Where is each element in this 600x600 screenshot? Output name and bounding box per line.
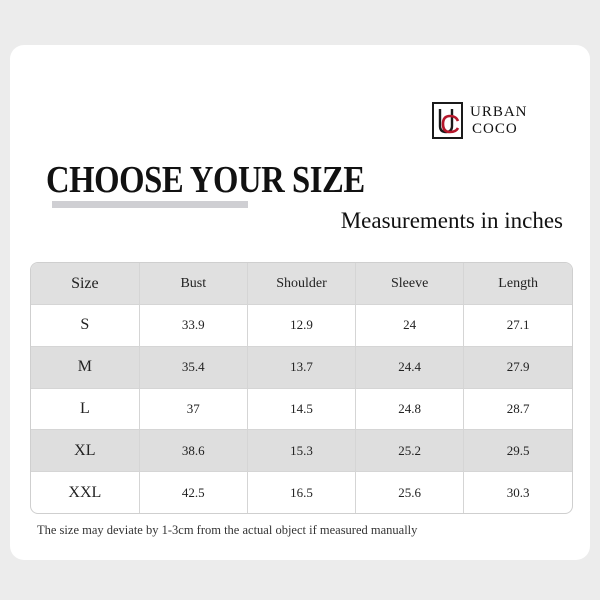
size-cell: M bbox=[31, 346, 139, 388]
size-cell: XXL bbox=[31, 472, 139, 514]
logo-monogram bbox=[432, 102, 463, 139]
bust-cell: 42.5 bbox=[139, 472, 247, 514]
length-cell: 27.9 bbox=[464, 346, 572, 388]
brand-logo bbox=[432, 102, 562, 140]
table-row bbox=[31, 472, 572, 514]
length-cell: 29.5 bbox=[464, 430, 572, 472]
header-sleeve: Sleeve bbox=[356, 263, 464, 305]
logo-line1: URBAN bbox=[470, 104, 528, 120]
header-shoulder: Shoulder bbox=[247, 263, 355, 305]
logo-wordmark bbox=[470, 104, 528, 138]
shoulder-cell: 16.5 bbox=[247, 472, 355, 514]
size-table bbox=[30, 262, 573, 514]
shoulder-cell: 13.7 bbox=[247, 346, 355, 388]
shoulder-cell: 15.3 bbox=[247, 430, 355, 472]
sleeve-cell: 25.6 bbox=[356, 472, 464, 514]
bust-cell: 35.4 bbox=[139, 346, 247, 388]
bust-cell: 37 bbox=[139, 388, 247, 430]
shoulder-cell: 12.9 bbox=[247, 305, 355, 347]
table-row bbox=[31, 430, 572, 472]
length-cell: 27.1 bbox=[464, 305, 572, 347]
units-subtitle: Measurements in inches bbox=[340, 208, 563, 233]
logo-line2: COCO bbox=[472, 121, 518, 137]
sleeve-cell: 24 bbox=[356, 305, 464, 347]
header-size: Size bbox=[31, 263, 139, 305]
table-row bbox=[31, 305, 572, 347]
header-bust: Bust bbox=[139, 263, 247, 305]
sleeve-cell: 24.4 bbox=[356, 346, 464, 388]
sleeve-cell: 24.8 bbox=[356, 388, 464, 430]
deviation-note: The size may deviate by 1-3cm from the actual object if measured manually bbox=[37, 523, 418, 537]
title-underline bbox=[52, 201, 248, 208]
bust-cell: 38.6 bbox=[139, 430, 247, 472]
size-cell: S bbox=[31, 305, 139, 347]
table-row bbox=[31, 388, 572, 430]
length-cell: 28.7 bbox=[464, 388, 572, 430]
table-row bbox=[31, 346, 572, 388]
length-cell: 30.3 bbox=[506, 484, 530, 500]
shoulder-cell: 14.5 bbox=[247, 388, 355, 430]
size-cell: L bbox=[31, 388, 139, 430]
bust-cell: 33.9 bbox=[139, 305, 247, 347]
size-cell: XL bbox=[31, 430, 139, 472]
page-title: CHOOSE YOUR SIZE bbox=[46, 159, 365, 201]
sleeve-cell: 25.2 bbox=[356, 430, 464, 472]
header-length: Length bbox=[464, 263, 572, 305]
table-header-row bbox=[31, 263, 572, 305]
